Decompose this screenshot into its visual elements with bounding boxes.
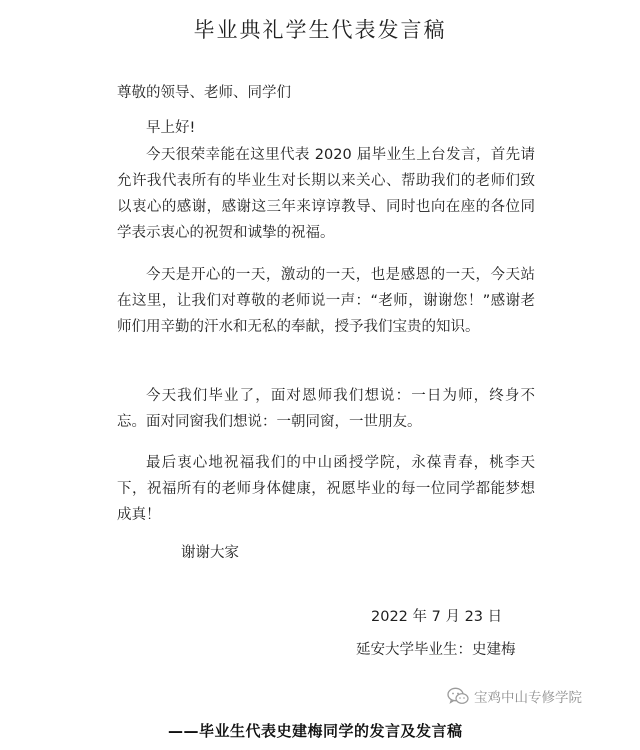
watermark-text: 宝鸡中山专修学院 [474, 690, 582, 706]
greeting: 早上好! [146, 120, 196, 136]
paragraph-gratitude: 今天是开心的一天，激动的一天，也是感恩的一天，今天站在这里，让我们对尊敬的老师说一声：“老师，谢谢您！”感谢老师们用辛勤的汗水和无私的奉献，授予我们宝贵的知识。 [117, 267, 535, 335]
paragraph-graduation: 今天我们毕业了，面对恩师我们想说：一日为师，终身不忘。面对同窗我们想说：一朝同窗，一世朋友。 [117, 388, 535, 430]
wechat-icon [447, 687, 469, 705]
paragraph-thanks: 今天很荣幸能在这里代表 2020 届毕业生上台发言，首先请允许我代表所有的毕业生对长期以来关心、帮助我们的老师们致以衷心的感谢，感谢这三年来谆谆教导、同时也向在座的各位同学表示衷心的祝贺和诚挚的祝福。 [117, 147, 535, 241]
speaker-signature: 延安大学毕业生：史建梅 [356, 642, 516, 658]
speech-date: 2022 年 7 月 23 日 [371, 609, 503, 625]
paragraph-blessing: 最后衷心地祝福我们的中山函授学院，永葆青春，桃李天下，祝福所有的老师身体健康，祝愿毕业的每一位同学都能梦想成真！ [117, 455, 535, 523]
footer-caption: ——毕业生代表史建梅同学的发言及发言稿 [168, 722, 463, 740]
salutation: 尊敬的领导、老师、同学们 [117, 85, 291, 101]
document-title: 毕业典礼学生代表发言稿 [193, 18, 447, 42]
watermark [447, 686, 582, 706]
closing-thanks: 谢谢大家 [181, 545, 239, 561]
